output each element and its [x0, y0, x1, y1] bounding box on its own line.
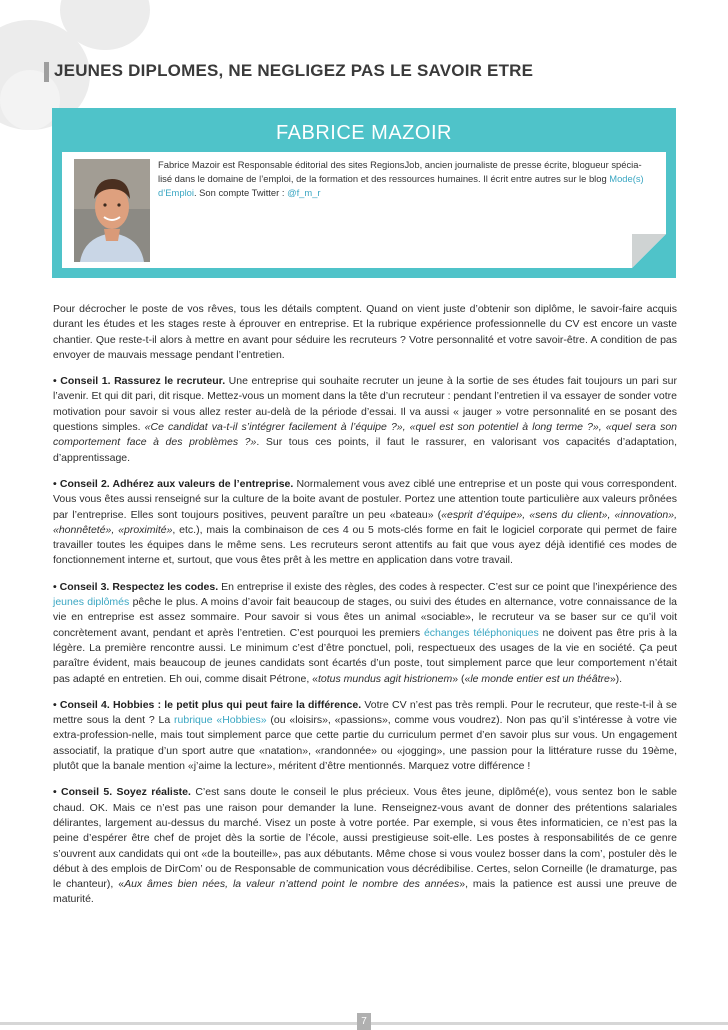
tip-text: »).: [609, 672, 623, 685]
author-bio-panel: [62, 152, 666, 268]
intro-paragraph: [53, 302, 677, 363]
author-box: [52, 108, 676, 278]
author-photo: [74, 159, 150, 262]
tip-title: • Conseil 4. Hobbies : le petit plus qui peut faire la différence.: [53, 698, 362, 711]
echanges-telephoniques-link[interactable]: échanges téléphoniques: [423, 626, 539, 639]
tip-title: • Conseil 2. Adhérez aux valeurs de l’entreprise.: [53, 477, 294, 490]
tip-text: Normalement vous avez ciblé une entreprise et un poste qui vous correspondent. Vous vous êtes aussi renseigné sur la culture de la boite avant de postuler. Portez une attention toute particulière aux valeurs prônées par l’entreprise. Elles sont toujours positives, peuvent paraître un peu «bateau» (: [53, 477, 677, 521]
tip-text: ne doivent pas être pris à la légère. La première rencontre aussi. Le minimum c’est d’être ponctuel, poli, respectueux des usages de la vie en société. Ça peut paraître évident, mais beaucoup de jeunes candidats sont écartés d’un poste, tout simplement parce que leur comportement n’était pas adapté en entretien. Eh oui, comme disait Pétrone, «: [53, 626, 677, 685]
hobbies-link[interactable]: rubrique «Hobbies»: [174, 714, 267, 727]
intro-text: Pour décrocher le poste de vos rêves, tous les détails comptent. Quand on vient juste d’obtenir son diplôme, le savoir-faire acquis durant les études et les stages reste à éprouver en entreprise. Et la rubrique expérience professionnelle du CV est encore un vaste chantier. Que reste-t-il alors à mettre en avant pour séduire les recruteurs ? Votre personnalité et votre savoir-être. A condition de pas envoyer de mauvais message pendant l’entretien.: [53, 303, 677, 361]
page-number: 7: [357, 1013, 371, 1030]
decorative-bubble: [0, 70, 60, 130]
tip-text: Votre CV n’est pas très rempli. Pour le recruteur, que reste-t-il à se mettre sous la dent ? La: [53, 698, 678, 727]
tip-2: [53, 477, 677, 569]
tip-text: C’est sans doute le conseil le plus précieux. Vous êtes jeune, diplômé(e), vous sentez bon le sable chaud. OK. Mais ce n’est pas une raison pour demander la lune. Renseignez-vous avant de donner des prétentions salariales délirantes, largement au-dessus du marché. Visez un poste à votre portée. Par exemple, si vous êtes informaticien, ce n’est pas la peine d’espérer être chef de projet dès la sortie de l’école, aussi prestigieuse soit-elle. Les postes à responsabilités de ce genre s’ouvrent aux candidats qui ont «de la bouteille», pas aux débutants. Même chose si vous voulez bosser dans la com’, postuler dès le début à des emplois de DirCom’ ou de Responsable de communication vous décrédibilise. Certes, selon Corneille (le dramaturge, pas le chanteur), «: [53, 786, 677, 891]
bio-text: . Son compte Twitter :: [193, 187, 288, 198]
tip-1: [53, 374, 677, 466]
page-fold-icon: [632, 234, 666, 268]
bio-text: Fabrice Mazoir est Responsable éditorial des sites RegionsJob, ancien journaliste de presse écrite, blogueur spécia-lisé dans le domaine de l’emploi, de la formation et des ressources humaines. Il écrit entre autres sur le blog: [158, 159, 642, 184]
tip-title: • Conseil 3. Respectez les codes.: [53, 580, 219, 593]
title-marker: [44, 62, 49, 82]
blog-link[interactable]: Mode(s) d’Emploi: [158, 173, 644, 198]
tip-3: [53, 580, 677, 687]
tip-text: En entreprise il existe des règles, des codes à respecter. C’est sur ce point que l’inexpérience des: [218, 580, 677, 593]
tip-quote: totus mundus agit histrionem: [318, 672, 453, 685]
tip-text: », mais la patience est aussi une preuve de maturité.: [53, 878, 677, 906]
tip-text: » («: [452, 672, 471, 685]
tip-text: . Sur tous ces points, il faut le rassurer, en valorisant vos capacités d’adaptation, d’apprentissage.: [53, 436, 677, 464]
tip-title: • Conseil 1. Rassurez le recruteur.: [53, 375, 226, 388]
tip-4: [53, 698, 677, 774]
tip-quote: «Ce candidat va-t-il s’intégrer facilement à l’équipe ?», «quel est son potentiel à long terme ?», «quel sera son comportement face à des problèmes ?»: [53, 421, 677, 449]
tip-quote: Aux âmes bien nées, la valeur n’attend point le nombre des années: [124, 878, 460, 891]
tip-quote: «esprit d’équipe», «sens du client», «innovation», «honnêteté», «proximité»: [53, 508, 677, 536]
article-body: [53, 302, 677, 919]
tip-5: [53, 785, 677, 907]
tip-title: • Conseil 5. Soyez réaliste.: [53, 786, 191, 799]
tip-text: (ou «loisirs», «passions», comme vous voudrez). Non pas qu’il s’intéresse à votre vie extra-profession-nelle, mais tout simplement parce que cette partie du curriculum permet d’en savoir plus sur vous. Un engagement associatif, la pratique d’un sport autre que «natation», «randonnée» ou «jogging», une passion pour la littérature russe du 19ème, plutôt que la banale mention «j’aime la lecture», méritent d’être mentionnés. Marquez votre différence !: [53, 714, 677, 773]
tip-text: Une entreprise qui souhaite recruter un jeune à la sortie de ses études fait toujours un pari sur l’avenir. Et qui dit pari, dit risque. Mettez-vous un moment dans la tête d’un recruteur : pendant l’entretien il va essayer de sonder votre motivation pour savoir si vous allez rester au-delà de la période d’essai. Il va aussi « jauger » votre personnalité en se posant des questions simples.: [53, 375, 677, 434]
tip-quote: le monde entier est un théâtre: [470, 672, 610, 685]
author-name: FABRICE MAZOIR: [276, 122, 452, 144]
author-bio: [158, 158, 650, 200]
twitter-link[interactable]: @f_m_r: [287, 187, 321, 198]
jeunes-diplomes-link[interactable]: jeunes diplômés: [53, 596, 130, 609]
tip-text: pêche le plus. A moins d’avoir fait beaucoup de stages, ou suivi des études en alternance, votre connaissance de la vie en entreprise est assez sommaire. Pour savoir si vous êtes un animal «sociable», le recruteur va se baser sur ce qu’il voit concrètement avant, pendant et après l’entretien. C’est pourquoi les premiers: [53, 596, 677, 639]
tip-text: , etc.), mais la combinaison de ces 4 ou 5 mots-clés forme en fait le logiciel corporate qui permet de faire travailler toutes les équipes dans le même sens. Les recruteurs seront attentifs au fait que vous ayez déjà identifié ces modes de fonctionnement interne et, surtout, que vous êtes prêt à les mettre en application dans votre travail.: [53, 523, 677, 567]
page-title: JEUNES DIPLOMES, NE NEGLIGEZ PAS LE SAVOIR ETRE: [54, 61, 534, 80]
